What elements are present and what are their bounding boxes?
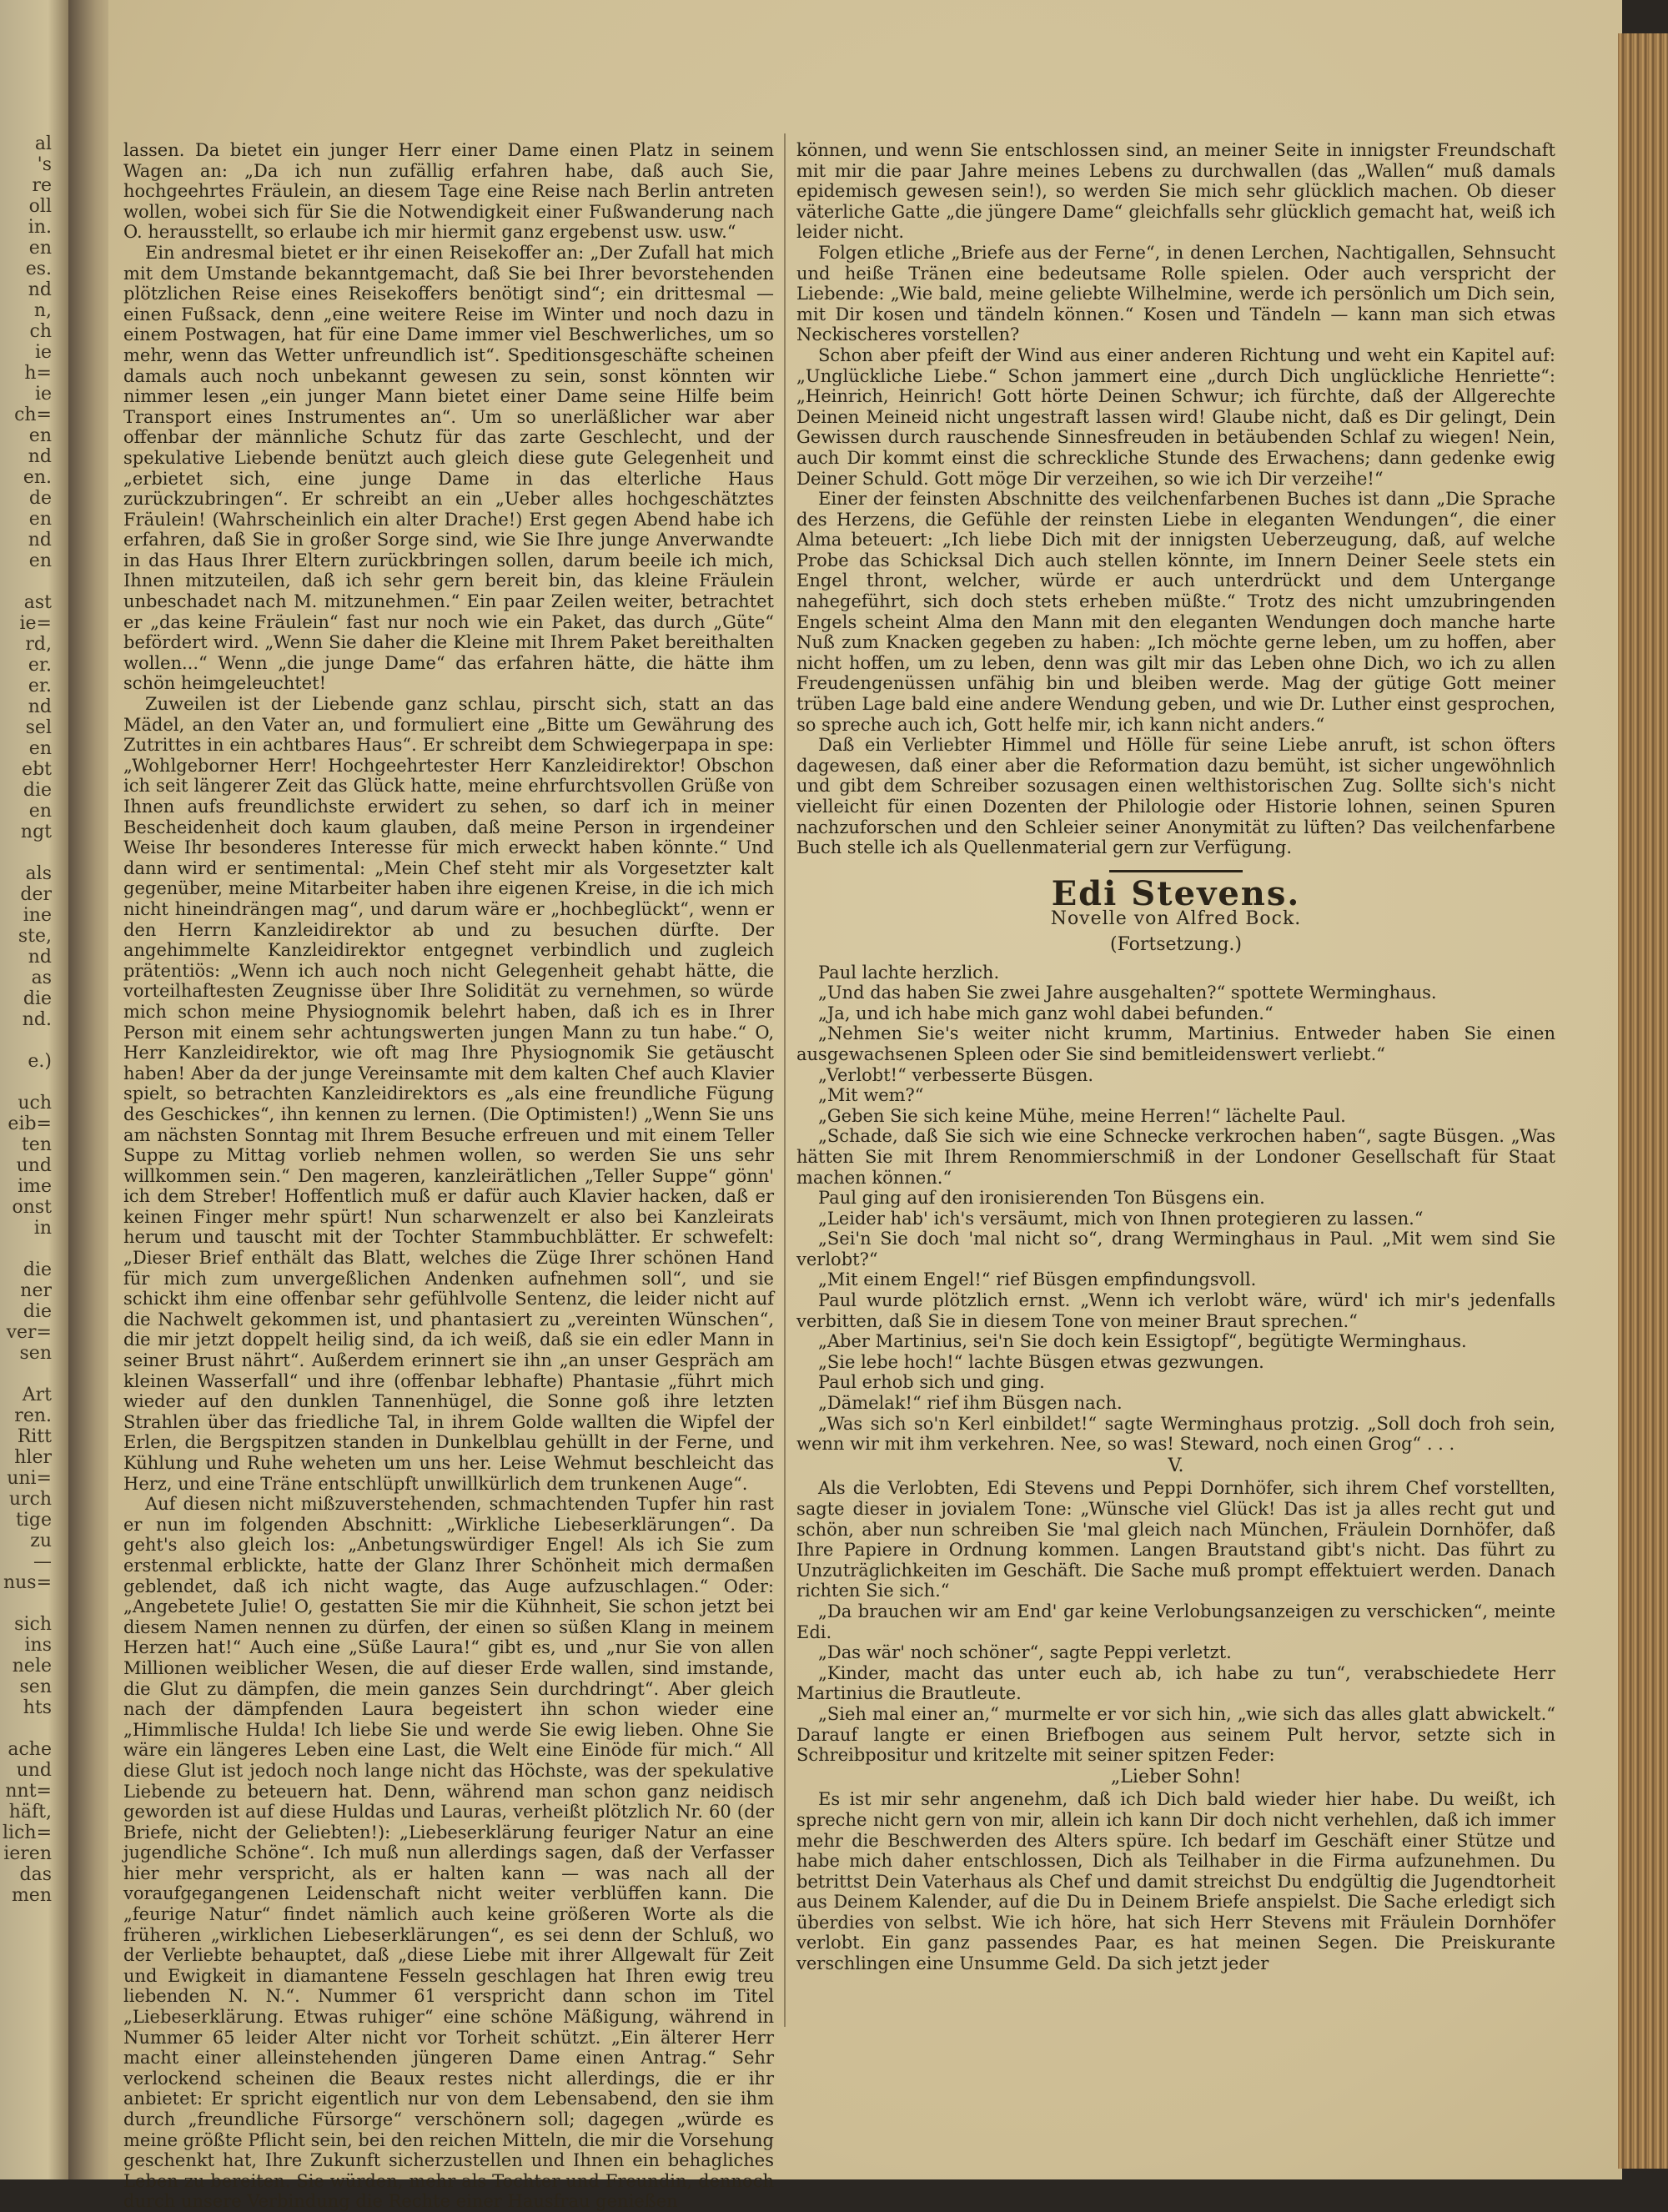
paragraph: Auf diesen nicht mißzuverstehenden, schmachtenden Tupfer hin rast er nun im folgenden Abschnitt: „Wirkliche Liebeserklärungen“. Da geht's also gleich los: „Anbetungswürdiger Engel! Als ich Sie zum erstenmal erblickte, hatte der Glanz Ihrer Schönheit mich dermaßen geblendet, daß ich nicht wagte, das Auge aufzuschlagen.“ Oder: „Angebetete Julie! O, gestatten Sie mir die Kühnheit, Sie schon jetzt bei diesem Namen nennen zu dürfen, der einen so süßen Klang in meinem Herzen hat!“ Auch eine „Süße Laura!“ gibt es, und „nur Sie von allen Millionen weiblicher Wesen, die auf dieser Erde wallen, sind imstande, die Glut zu dämpfen, die mein ganzes Sein durchdringt“. Aber gleich nach der dämpfenden Laura begeistert ihn schon wieder eine „Himmlische Hulda! Ich liebe Sie und werde Sie ewig lieben. Ohne Sie wäre ein längeres Leben eine Last, die Welt eine Einöde für mich.“ All diese Glut ist jedoch noch lange nicht das Höchste, was der spekulative Liebende zu beteuern hat. Denn, während man schon ganz neidisch geworden ist auf diese Huldas und Lauras, verheißt plötzlich Nr. 60 (der Briefe, nicht der Geliebten!): „Liebeserklärung feuriger Natur an eine jugendliche Schöne“. Ich muß nun allerdings sagen, daß der Verfasser hier mehr verspricht, als er halten kann — was nach all der voraufgegangenen Leidenschaft nicht weiter verblüffen kann. Die „feurige Natur“ findet nämlich auch keine größeren Worte als die früheren „wirklichen Liebeserklärungen“, es sei denn der Schluß, wo der Verliebte behauptet, daß „diese Liebe mit ihrer Allgewalt für Zeit und Ewigkeit in diamantene Fesseln geschlagen hat Ihren ewig treu liebenden N. N.“. Nummer 61 verspricht dann schon im Titel „Liebeserklärung. Etwas ruhiger“ eine schöne Mäßigung, während in Nummer 65 leider Alter nicht vor Torheit schützt. „Ein älterer Herr macht einer alleinstehenden jüngeren Dame einen Antrag.“ Sehr verlockend scheinen die Beaux restes nicht allerdings, die er ihr anbietet: Er spricht eigentlich nur von dem Lebensabend, den sie ihm durch „freundliche Fürsorge“ verschönern soll; dagegen „würde es meine größte Pflicht sein, bei den reichen Mitteln, die mir die Vorsehung geschenkt hat, Ihre Zukunft sicherzustellen und Ihnen ein behagliches Leben zu bereiten. Sie würden, mehr als Tochter und Freundin, dennoch durch unsere Verbindung die Rechte einer Hausfrau genießen	[123, 1494, 774, 2212]
left-page-fragment: uch	[18, 1093, 52, 1114]
left-page-fragment: oll	[28, 196, 52, 217]
story-part-2	[796, 1478, 1555, 1765]
left-page-fragment: urch	[8, 1489, 52, 1510]
left-page-text-fragments	[0, 133, 52, 1906]
left-page-fragment: häft,	[8, 1802, 52, 1822]
left-page-fragment: Ritt	[17, 1426, 52, 1447]
paragraph: „Nehmen Sie's weiter nicht krumm, Martinius. Entweder haben Sie einen ausgewachsenen Spleen oder Sie sind bemitleidenswert verliebt.“	[796, 1023, 1555, 1064]
left-page-fragment: uni=	[7, 1468, 52, 1489]
left-page-fragment: er.	[28, 655, 52, 676]
left-page-fragment: ner	[20, 1280, 52, 1301]
left-page-fragment: ebt	[22, 759, 52, 780]
column-divider	[784, 133, 786, 2027]
left-page-fragment	[0, 1239, 52, 1259]
left-page-fragment: der	[20, 884, 52, 905]
left-page-fragment: die	[23, 780, 52, 801]
left-page-fragment: en	[28, 509, 52, 530]
left-page-fragment	[0, 1718, 52, 1739]
left-page-fragment: lich=	[3, 1822, 52, 1843]
left-page-fragment: ime	[18, 1176, 52, 1197]
left-page-fragment: ste,	[18, 926, 52, 947]
paragraph: „Dämelak!“ rief ihm Büsgen nach.	[818, 1393, 1123, 1414]
paragraph: Paul ging auf den ironisierenden Ton Büsgens ein.	[818, 1188, 1265, 1209]
left-page-fragment: nd	[28, 530, 52, 550]
paragraph: „Das wär' noch schöner“, sagte Peppi verletzt.	[818, 1642, 1232, 1663]
left-page-fragment: die	[23, 1301, 52, 1322]
left-page-fragment: ngt	[20, 822, 52, 842]
left-page-fragment: nd	[28, 947, 52, 968]
left-page-fragment: sen	[19, 1343, 52, 1364]
paragraph: „Sei'n Sie doch 'mal nicht so“, drang Werminghaus in Paul. „Mit wem sind Sie verlobt?“	[796, 1229, 1555, 1269]
paragraph: „Schade, daß Sie sich wie eine Schnecke verkrochen haben“, sagte Büsgen. „Was hätten Sie mit Ihrem Renommierschmiß in der Londoner Gesellschaft für Staat machen können.“	[796, 1126, 1555, 1188]
left-page-fragment: die	[23, 988, 52, 1009]
paragraph: Daß ein Verliebter Himmel und Hölle für seine Liebe anruft, ist schon öfters dagewesen, daß einer aber die Reformation dazu bemüht, ist sicher ungewöhnlich und gibt dem Schreiber sozusagen einen welthistorischen Zug. Sollte sich's nicht vielleicht für einen Dozenten der Philologie oder Historie lohnen, seinen Spuren nachzuforschen und den Schleier seiner Anonymität zu lüften? Das veilchenfarbene Buch stelle ich als Quellenmaterial gern zur Verfügung.	[796, 735, 1555, 858]
left-page-fragment: onst	[12, 1197, 52, 1218]
paragraph: „Mit einem Engel!“ rief Büsgen empfindungsvoll.	[818, 1269, 1257, 1290]
left-page-fragment: nus=	[3, 1572, 52, 1593]
left-page-fragment: ine	[23, 905, 52, 926]
left-page-fragment: und	[16, 1760, 52, 1781]
paragraph: Es ist mir sehr angenehm, daß ich Dich bald wieder hier habe. Du weißt, ich spreche nicht gern von mir, allein ich kann Dir doch nicht verhehlen, daß ich immer mehr die Beschwerden des Alters spüre. Ich bedarf im Geschäft einer Stütze und habe mich daher entschlossen, Dich als Teilhaber in die Firma aufzunehmen. Du betrittst Dein Vaterhaus als Chef und damit streichst Du endgültig die Jugendtorheit aus Deinem Kalender, auf die Du in Deinem Briefe anspielst. Die Sache erledigt sich überdies von selbst. Wie ich höre, hat sich Herr Stevens mit Fräulein Dornhöfer verlobt. Ein ganz passendes Paar, es hat meinen Segen. Die Preiskurante verschlingen eine Unsumme Geld. Da sich jetzt jeder	[796, 1789, 1555, 1974]
left-page-fragment: ch=	[14, 405, 52, 425]
left-page-fragment: ie	[34, 342, 52, 363]
left-page-fragment: sel	[25, 717, 52, 738]
column-left	[123, 140, 774, 2212]
left-page-fragment: ie	[34, 384, 52, 405]
left-page-fragment: en	[28, 425, 52, 446]
left-page-fragment: nd	[28, 696, 52, 717]
column-right	[796, 140, 1555, 2042]
paragraph: Folgen etliche „Briefe aus der Ferne“, in denen Lerchen, Nachtigallen, Sehnsucht und heiße Tränen eine bedeutsame Rolle spielen. Oder auch verspricht der Liebende: „Wie bald, meine geliebte Wilhelmine, werde ich persönlich um Dich sein, mit Dir kosen und tändeln können.“ Kosen und Tändeln — kann man sich etwas Neckischeres vorstellen?	[796, 242, 1555, 345]
left-page-fragment: nd	[28, 446, 52, 467]
left-page-fragment	[0, 1364, 52, 1385]
left-page-fragment	[0, 571, 52, 592]
left-page-fragment: h=	[24, 363, 52, 384]
paragraph: Einer der feinsten Abschnitte des veilchenfarbenen Buches ist dann „Die Sprache des Herzens, die Gefühle der reinsten Liebe in eleganten Wendungen“, die einer Alma beteuert: „Ich liebe Dich mit der innigsten Ueberzeugung, daß, auf welche Probe das Schicksal Dich auch stellen könnte, im Innern Deiner Seele stets ein Engel thront, welcher, würde er auch unterdrückt und dem Untergange nahegeführt, sich doch stets erheben müßte.“ Trotz des nicht umzubringenden Engels scheint Alma den Mann mit den eleganten Wendungen doch manche harte Nuß zum Knacken gegeben zu haben: „Ich möchte gerne leben, um zu hoffen, aber nicht hoffen, um zu leben, denn was gilt mir das Leben ohne Dich, wo ich zu allen Freudengenüssen unfähig bin und bleiben werde. Mag der gütige Gott meiner trüben Lage bald eine andere Wendung geben, und wie Dr. Luther einst gesprochen, so spreche auch ich, Gott helfe mir, ich kann nicht anders.“	[796, 489, 1555, 735]
left-page-fragment: as	[31, 968, 52, 988]
paragraph: „Mit wem?“	[818, 1085, 924, 1106]
paragraph: lassen. Da bietet ein junger Herr einer Dame einen Platz in seinem Wagen an: „Da ich nun zufällig erfahren habe, daß auch Sie, hochgeehrtes Fräulein, an diesem Tage eine Reise nach Berlin antreten wollen, wobei sich für Sie die Notwendigkeit einer Fußwanderung nach O. herausstellt, so erlaube ich mir hiermit ganz ergebenst usw. usw.“	[123, 140, 774, 243]
left-page-fragment: ache	[8, 1739, 52, 1760]
left-page-fragment: ieren	[3, 1843, 52, 1864]
left-page-fragment: zu	[30, 1531, 52, 1551]
left-page-fragment: ch	[29, 321, 52, 342]
paragraph: „Sie lebe hoch!“ lachte Büsgen etwas gezwungen.	[818, 1351, 1264, 1372]
paragraph: „Ja, und ich habe mich ganz wohl dabei befunden.“	[818, 1003, 1274, 1023]
left-page-fragment: rd,	[25, 634, 52, 655]
left-page-fragment: ast	[23, 592, 52, 613]
left-page-fragment: er.	[28, 676, 52, 696]
left-page-fragment: ins	[24, 1635, 52, 1656]
paragraph: können, und wenn Sie entschlossen sind, an meiner Seite in innigster Freundschaft mit mir die paar Jahre meines Lebens zu durchwallen (das „Wallen“ muß damals epidemisch gewesen sein!), so werden Sie mich sehr glücklich machen. Ob dieser väterliche Gatte „die jüngere Dame“ gleichfalls sehr glücklich gemacht hat, weiß ich leider nicht.	[796, 140, 1555, 243]
letter-body	[796, 1789, 1555, 1973]
left-page-fragment: als	[25, 863, 52, 884]
paragraph: Paul wurde plötzlich ernst. „Wenn ich verlobt wäre, würd' ich mir's jedenfalls verbitten, daß Sie in diesem Tone von meiner Braut sprechen.“	[796, 1290, 1555, 1331]
paragraph: „Da brauchen wir am End' gar keine Verlobungsanzeigen zu verschicken“, meinte Edi.	[796, 1601, 1555, 1642]
left-page-fragment: ver=	[6, 1322, 52, 1343]
left-page-fragment: en	[28, 801, 52, 822]
left-page-fragment: nnt=	[5, 1781, 52, 1802]
left-page-fragment: sich	[14, 1614, 52, 1635]
left-page-fragment: nele	[12, 1656, 52, 1677]
paragraph: Ein andresmal bietet er ihr einen Reisekoffer an: „Der Zufall hat mich mit dem Umstande bekanntgemacht, daß Sie bei Ihrer bevorstehenden plötzlichen Reise eines Reisekoffers benötigt sind“; ein drittesmal — einen Fußsack, denn „eine weitere Reise im Winter und noch dazu in einem Postwagen, hat für eine Dame immer viel Beschwerliches, um so mehr, wenn das Wetter unfreundlich ist“. Speditionsgeschäfte scheinen damals auch noch unbekannt gewesen zu sein, sonst könnten wir nimmer lesen „ein junger Mann bietet einer Dame seine Hilfe beim Transport eines Instrumentes an“. Um so unerläßlicher war aber offenbar der männliche Schutz für das zarte Geschlecht, und der spekulative Liebende benützt auch gleich diese gute Gelegenheit und „erbietet sich, eine junge Dame in das elterliche Haus zurückzubringen“. Er schreibt an ein „Ueber alles hochgeschätztes Fräulein! (Wahrscheinlich ein alter Drache!) Erst gegen Abend habe ich erfahren, daß Sie in großer Sorge sind, wie Sie Ihre junge Anverwandte in das Haus Ihrer Eltern zurückbringen sollen, darum beeile ich mich, Ihnen mitzuteilen, daß ich sehr gern bereit bin, das kleine Fräulein unbeschadet nach M. mitzunehmen.“ Ein paar Zeilen weiter, betrachtet er „das keine Fräulein“ fast nur noch wie ein Paket, das durch „Güte“ befördert wird. „Wenn Sie daher die Kleine mit Ihrem Paket bereithalten wollen...“ Wenn „die junge Dame“ das erfahren hätte, die hätte ihm schön heimgeleuchtet!	[123, 242, 774, 694]
paragraph: „Was sich so'n Kerl einbildet!“ sagte Werminghaus protzig. „Soll doch froh sein, wenn wir mit ihm verkehren. Nee, so was! Steward, noch einen Grog“ . . .	[796, 1413, 1555, 1455]
left-page-fragment: das	[19, 1864, 52, 1885]
paragraph: „Und das haben Sie zwei Jahre ausgehalten?“ spottete Werminghaus.	[818, 983, 1437, 1003]
section-divider	[1109, 870, 1243, 872]
left-page-fragment: n,	[33, 300, 52, 321]
left-page-fragment: 's	[37, 154, 52, 175]
left-page-fragment: in.	[28, 217, 52, 238]
left-page-fragment: und	[16, 1155, 52, 1176]
paragraph: Paul lachte herzlich.	[818, 962, 1000, 983]
left-page-edge	[0, 0, 68, 2179]
left-page-fragment: e.)	[28, 1051, 52, 1072]
left-page-fragment: men	[11, 1885, 52, 1906]
paragraph: Zuweilen ist der Liebende ganz schlau, pirscht sich, statt an das Mädel, an den Vater an, und formuliert eine „Bitte um Gewährung des Zutrittes in ein achtbares Haus“. Er schreibt dem Schwiegerpapa in spe: „Wohlgeborner Herr! Hochgeehrtester Herr Kanzleidirektor! Obschon ich seit längerer Zeit das Glück hatte, meine ehrfurchtsvollen Grüße von Ihnen aufs freundlichste erwidert zu sehen, so darf ich in meiner Bescheidenheit doch kaum glauben, daß meine Person in irgendeiner Weise Ihr besonderes Interesse für mich erweckt haben könnte.“ Und dann wird er sentimental: „Mein Chef steht mir als Vorgesetzter kalt gegenüber, meine Mitarbeiter haben ihre eigenen Kreise, in die ich mich nicht hineindrängen mag“, und darum wäre er „hochbeglückt“, wenn er den Herrn Kanzleidirektor ab und zu besuchen dürfte. Der angehimmelte Kanzleidirektor entgegnet verbindlich und zugleich prätentiös: „Wenn ich auch noch nicht Gelegenheit gehabt hätte, die vorteilhaftesten Zeugnisse über Ihre Solidität zu vernehmen, so würde mich schon meine Physiognomik belehrt haben, daß ich es in Ihrer Person mit einem sehr achtungswerten jungen Mann zu tun habe.“ O, Herr Kanzleidirektor, wie oft mag Ihre Physiognomik Sie getäuscht haben! Aber da der junge Vereinsamte mit dem kalten Chef auch Klavier spielt, so betrachten Kanzleidirektors es „als eine freundliche Fügung des Geschickes“, ihn kennen zu lernen. (Die Optimisten!) „Wenn Sie uns am nächsten Sonntag mit Ihrem Besuche erfreuen und mit einem Teller Suppe zu Mittag vorlieb nehmen wollen, so werden Sie uns sehr willkommen sein.“ Den mageren, kanzleirätlichen „Teller Suppe“ gönn' ich dem Streber! Hoffentlich muß er dafür auch Klavier hacken, daß er keinen Finger mehr spürt! Nun scharwenzelt er also bei Kanzleirats herum und tauscht mit der Tochter Stammbuchblätter. Er schwefelt: „Dieser Brief enthält das Blatt, welches die Züge Ihrer schönen Hand für mich zum unvergeßlichen Andenken aufnehmen soll“, und sie schickt ihm eine offenbar sehr gefühlvolle Sentenz, die leider nicht auf die Nachwelt gekommen ist, und phantasiert zu „vereinten Wünschen“, die mir jetzt doppelt heilig sind, da ich weiß, daß sie ein edler Mann in seiner Brust nährt“. Außerdem erinnert sie ihn „an unser Gespräch am kleinen Wasserfall“ und ihre (offenbar lebhafte) Phantasie „führt mich wieder auf den dunklen Tannenhügel, die Sonne goß ihre letzten Strahlen über das friedliche Tal, in ihrem Golde wallten die Wipfel der Erlen, die Bergspitzen standen in Dunkelblau gehüllt in der Ferne, und Kühlung und Ruhe weheten um uns her. Leise Wehmut beschleicht das Herz, und eine Träne entschlüpft unwillkürlich dem trunkenen Auge“.	[123, 694, 774, 1494]
left-page-fragment	[0, 842, 52, 863]
left-page-fragment	[0, 1593, 52, 1614]
left-page-fragment: hler	[14, 1447, 52, 1468]
left-page-fragment: re	[32, 175, 52, 196]
paragraph: „Sieh mal einer an,“ murmelte er vor sich hin, „wie sich das alles glatt abwickelt.“ Darauf langte er einen Briefbogen aus seinem Pult hervor, setzte sich in Schreibpositur und kritzelte mit seiner spitzen Feder:	[796, 1703, 1555, 1766]
paragraph: Als die Verlobten, Edi Stevens und Peppi Dornhöfer, sich ihrem Chef vorstellten, sagte dieser in jovialem Tone: „Wünsche viel Glück! Das ist ja alles recht gut und schön, aber nun schreiben Sie 'mal gleich nach München, Fräulein Dornhöfer, daß Ihre Papiere in Ordnung kommen. Langen Brautstand gibt's nicht. Das führt zu Unzuträglichkeiten im Geschäft. Die Sache muß prompt effektuiert werden. Danach richten Sie sich.“	[796, 1478, 1555, 1601]
left-page-fragment: de	[28, 488, 52, 509]
left-page-fragment: en	[28, 738, 52, 759]
paragraph: „Geben Sie sich keine Mühe, meine Herren!“ lächelte Paul.	[818, 1105, 1346, 1126]
left-page-fragment: al	[34, 133, 52, 154]
paragraph: Schon aber pfeift der Wind aus einer anderen Richtung und weht ein Kapitel auf: „Unglückliche Liebe.“ Schon jammert eine „durch Dich unglückliche Henriette“: „Heinrich, Heinrich! Gott hörte Deinen Schwur; ich fürchte, daß der Allgerechte Deinen Meineid nicht ungestraft lassen wird! Glaube nicht, daß es Dir gelingt, Dein Gewissen durch rauschende Sinnesfreuden in betäubenden Schlaf zu wiegen! Nein, auch Dir kommt einst die schreckliche Stunde des Erwachens; dann gedenke ewig Deiner Schuld. Gott möge Dir verzeihen, so wie ich Dir verzeihe!“	[796, 344, 1555, 489]
paragraph: Paul erhob sich und ging.	[818, 1372, 1045, 1393]
story-subtitle: Novelle von Alfred Bock.	[1050, 908, 1302, 930]
left-page-fragment: eib=	[8, 1114, 52, 1134]
paragraph: „Aber Martinius, sei'n Sie doch kein Essigtopf“, begütigte Werminghaus.	[818, 1331, 1467, 1352]
left-page-fragment: en	[28, 550, 52, 571]
story-part-1	[796, 963, 1555, 1455]
left-page-fragment	[0, 1072, 52, 1093]
left-page-fragment: nd	[28, 279, 52, 300]
left-page-fragment: nd.	[22, 1009, 52, 1030]
left-page-fragment: en	[28, 238, 52, 259]
paragraph: „Kinder, macht das unter euch ab, ich habe zu tun“, verabschiedete Herr Martinius die Brautleute.	[796, 1662, 1555, 1704]
story-title: Edi Stevens.	[1051, 873, 1301, 913]
left-page-fragment: en.	[23, 467, 52, 488]
left-page-fragment: Art	[22, 1385, 52, 1405]
paragraph: „Verlobt!“ verbesserte Büsgen.	[818, 1064, 1094, 1085]
left-page-fragment	[0, 1030, 52, 1051]
left-page-fragment: tige	[16, 1510, 52, 1531]
left-page-fragment: ten	[21, 1134, 52, 1155]
left-page-fragment: ren.	[14, 1405, 52, 1426]
left-page-fragment: sen	[19, 1677, 52, 1697]
left-page-fragment: die	[23, 1259, 52, 1280]
left-page-fragment: ie=	[19, 613, 52, 634]
left-page-fragment: es.	[25, 259, 52, 279]
letter-salutation: „Lieber Sohn!	[1110, 1766, 1242, 1787]
story-continued-label: (Fortsetzung.)	[1110, 933, 1242, 955]
left-page-fragment: —	[33, 1551, 52, 1572]
paragraph: „Leider hab' ich's versäumt, mich von Ihnen protegieren zu lassen.“	[818, 1208, 1424, 1229]
article-continuation	[796, 140, 1555, 858]
book-page-edges	[1618, 33, 1668, 2169]
left-page-fragment: hts	[23, 1697, 52, 1718]
left-page-fragment: in	[33, 1218, 52, 1239]
chapter-numeral: V.	[1168, 1455, 1184, 1476]
